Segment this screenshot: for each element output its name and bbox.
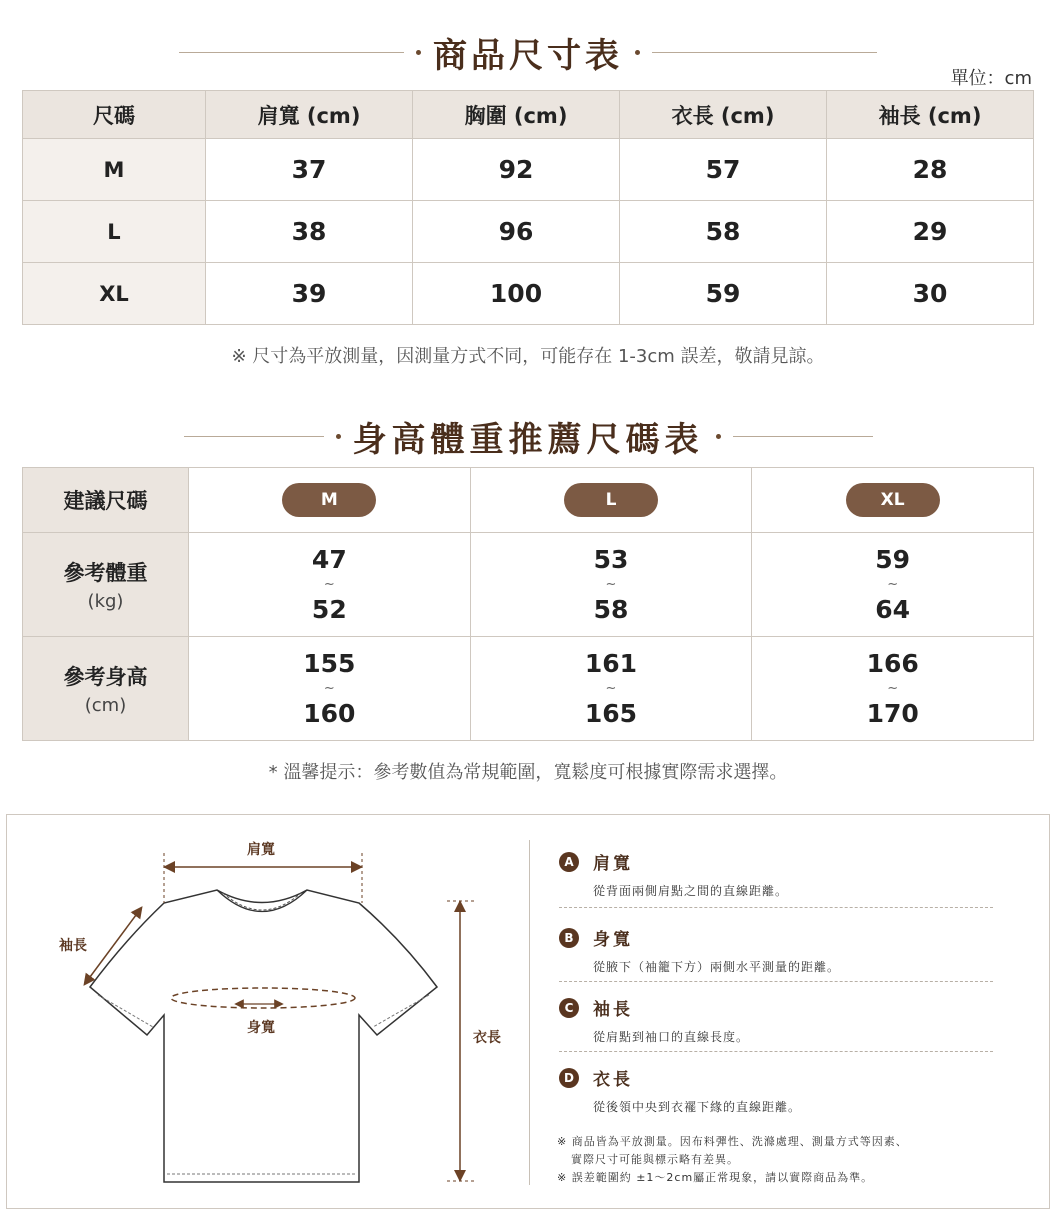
fine-line: ※ 誤差範圍約 ±1～2cm屬正常現象，請以實際商品為準。 (557, 1171, 874, 1184)
weight-min: 59 (875, 544, 911, 574)
size-chart-note: ※ 尺寸為平放測量，因測量方式不同，可能存在 1-3cm 誤差，敬請見諒。 (231, 346, 825, 367)
title-rule-left (184, 436, 324, 437)
size-table-header-row (23, 91, 1034, 139)
measure-guide-panel (6, 814, 1050, 1209)
item-name: 身寬 (593, 930, 633, 950)
cell-value: 58 (620, 201, 827, 263)
size-row-label: 建議尺碼 (23, 468, 189, 533)
item-desc: 從腋下（袖籠下方）兩側水平測量的距離。 (593, 960, 841, 974)
cell-value: 92 (413, 139, 620, 201)
cell-value: 38 (206, 201, 413, 263)
badge-b-icon: B (559, 928, 579, 948)
badge-a-icon: A (559, 852, 579, 872)
cell-value: 30 (827, 263, 1034, 325)
cell-value: 39 (206, 263, 413, 325)
size-cell (189, 468, 471, 533)
weight-unit: (kg) (87, 591, 124, 612)
recommend-note: * 溫馨提示：參考數值為常規範圍，寬鬆度可根據實際需求選擇。 (268, 762, 788, 783)
item-desc: 從背面兩側肩點之間的直線距離。 (593, 884, 789, 898)
height-cell (189, 637, 471, 741)
item-name: 肩寬 (593, 854, 633, 874)
title-rule-right (733, 436, 873, 437)
cell-value: 100 (413, 263, 620, 325)
title-rule-right (652, 52, 877, 53)
recommend-table (22, 467, 1034, 741)
item-name: 衣長 (593, 1070, 633, 1090)
table-row (23, 201, 1034, 263)
cell-value: 59 (620, 263, 827, 325)
height-label: 參考身高 (63, 665, 148, 689)
title-dot-left (416, 50, 421, 55)
row-size: M (23, 139, 206, 201)
range-tilde: ~ (323, 680, 335, 696)
weight-cell (189, 533, 471, 637)
cell-value: 29 (827, 201, 1034, 263)
size-chart-title: 商品尺寸表 (433, 36, 623, 76)
row-size: XL (23, 263, 206, 325)
guide-item-length (559, 1065, 993, 1115)
range-tilde: ~ (887, 576, 899, 592)
row-size: L (23, 201, 206, 263)
size-cell (752, 468, 1034, 533)
range-tilde: ~ (605, 680, 617, 696)
title-dot-left (336, 434, 341, 439)
guide-divider (529, 840, 530, 1185)
weight-min: 47 (311, 544, 347, 574)
shoulder-label: 肩寬 (247, 842, 275, 858)
size-pill: M (282, 483, 376, 517)
unit-label: 單位：cm (950, 68, 1032, 89)
range-tilde: ~ (887, 680, 899, 696)
sleeve-label: 袖長 (59, 938, 87, 954)
fine-line: 實際尺寸可能與標示略有差異。 (571, 1153, 739, 1166)
weight-label: 參考體重 (63, 561, 148, 585)
weight-max: 52 (311, 594, 347, 624)
guide-separator (559, 1051, 993, 1052)
title-dot-right (635, 50, 640, 55)
table-row (23, 533, 1034, 637)
table-row (23, 139, 1034, 201)
weight-max: 64 (875, 594, 911, 624)
title-dot-right (716, 434, 721, 439)
header-sleeve: 袖長 (cm) (827, 91, 1034, 139)
cell-value: 96 (413, 201, 620, 263)
guide-item-chest (559, 925, 993, 975)
guide-item-sleeve (559, 995, 993, 1045)
weight-min: 53 (593, 544, 629, 574)
header-size: 尺碼 (23, 91, 206, 139)
size-chart-title-bar (0, 28, 1056, 77)
header-length: 衣長 (cm) (620, 91, 827, 139)
table-row (23, 263, 1034, 325)
item-desc: 從後領中央到衣襬下緣的直線距離。 (593, 1100, 802, 1114)
size-pill: L (564, 483, 658, 517)
height-min: 155 (303, 648, 356, 678)
header-chest: 胸圍 (cm) (413, 91, 620, 139)
size-pill: XL (846, 483, 940, 517)
height-row-label (23, 637, 189, 741)
height-max: 165 (584, 698, 638, 728)
cell-value: 37 (206, 139, 413, 201)
size-cell (470, 468, 752, 533)
height-max: 160 (303, 698, 356, 728)
range-tilde: ~ (605, 576, 617, 592)
guide-fine-print (557, 1133, 908, 1187)
range-tilde: ~ (323, 576, 335, 592)
tshirt-diagram (7, 815, 527, 1210)
height-min: 161 (584, 648, 638, 678)
height-unit: (cm) (84, 695, 127, 716)
table-row (23, 468, 1034, 533)
height-cell (752, 637, 1034, 741)
size-table (22, 90, 1034, 325)
cell-value: 57 (620, 139, 827, 201)
weight-cell (470, 533, 752, 637)
chest-label: 身寬 (247, 1020, 275, 1036)
item-name: 袖長 (593, 1000, 633, 1020)
height-max: 170 (866, 698, 919, 728)
recommend-title: 身高體重推薦尺碼表 (352, 420, 704, 460)
height-cell (470, 637, 752, 741)
badge-c-icon: C (559, 998, 579, 1018)
fine-line: ※ 商品皆為平放測量。因布料彈性、洗滌處理、測量方式等因素、 (557, 1135, 908, 1148)
guide-separator (559, 981, 993, 982)
guide-item-shoulder (559, 849, 993, 899)
table-row (23, 637, 1034, 741)
weight-max: 58 (593, 594, 629, 624)
guide-separator (559, 907, 993, 908)
recommend-title-bar (0, 412, 1056, 461)
badge-d-icon: D (559, 1068, 579, 1088)
length-label: 衣長 (473, 1030, 501, 1046)
header-shoulder: 肩寬 (cm) (206, 91, 413, 139)
title-rule-left (179, 52, 404, 53)
weight-cell (752, 533, 1034, 637)
item-desc: 從肩點到袖口的直線長度。 (593, 1030, 750, 1044)
cell-value: 28 (827, 139, 1034, 201)
weight-row-label (23, 533, 189, 637)
height-min: 166 (866, 648, 919, 678)
